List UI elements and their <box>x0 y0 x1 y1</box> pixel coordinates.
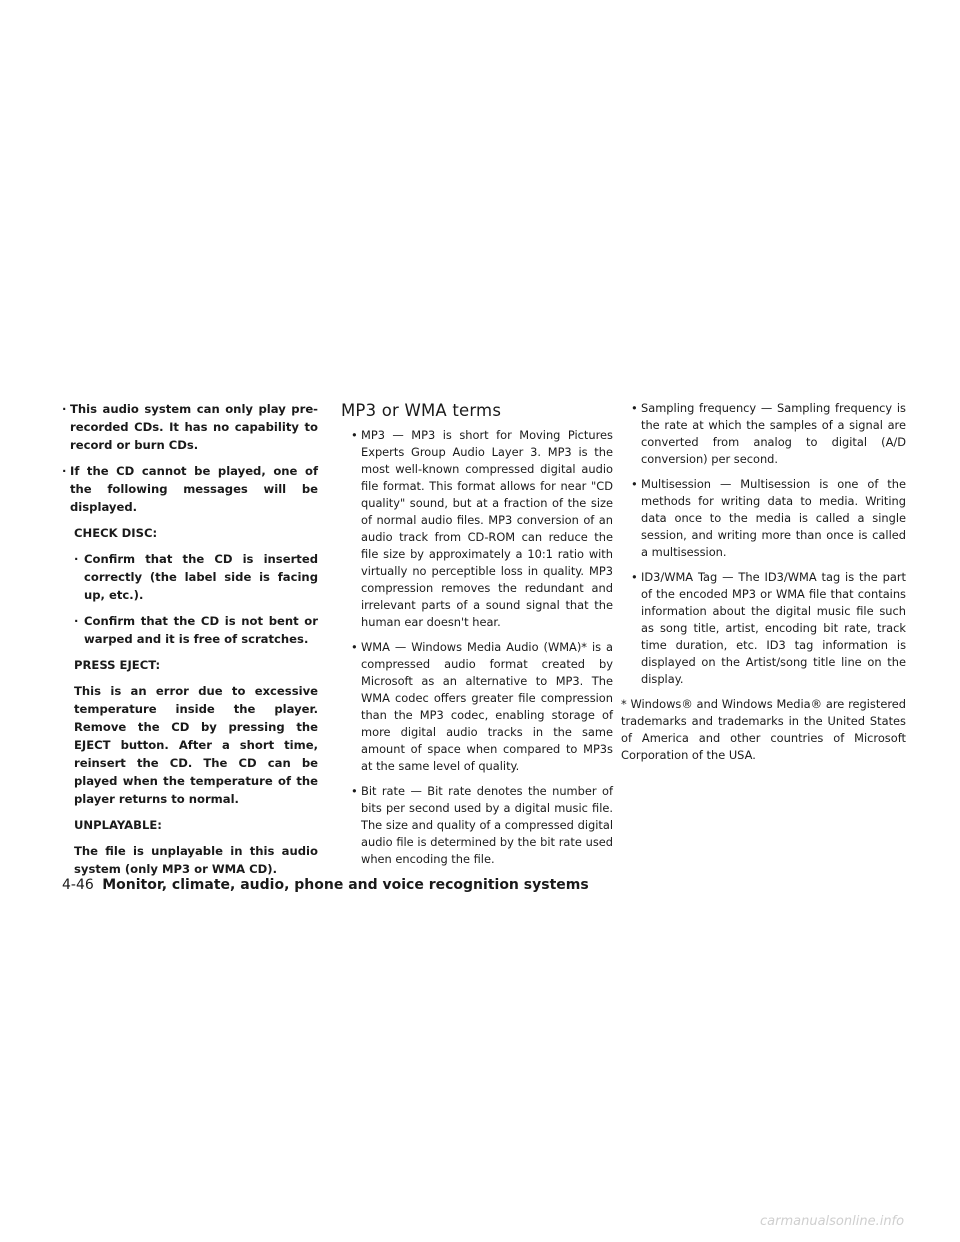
sub-bullet-item <box>74 550 318 604</box>
term-text: Sampling frequency — Sampling frequency is the rate at which the samples of a signal are converted from analog to digital (A/D conversion) per second. <box>641 401 906 466</box>
section-heading: MP3 or WMA terms <box>341 401 502 420</box>
watermark: carmanualsonline.info <box>760 1214 905 1229</box>
right-column <box>621 400 906 764</box>
bullet-icon: · <box>74 614 79 628</box>
middle-column <box>341 400 613 876</box>
bullet-icon: • <box>631 401 638 415</box>
term-item <box>631 476 906 561</box>
unplayable-title: UNPLAYABLE: <box>74 818 162 832</box>
trademark-footnote: * Windows® and Windows Media® are registered trademarks and trademarks in the United States of America and other countries of Microsoft Corporation of the USA. <box>621 697 906 762</box>
bullet-text: If the CD cannot be played, one of the following messages will be displayed. <box>70 464 318 514</box>
press-eject-body: This is an error due to excessive temperature inside the player. Remove the CD by pressing the EJECT button. After a short time, reinsert the CD. The CD can be played when the temperature of the player returns to normal. <box>74 684 318 806</box>
bullet-icon: • <box>631 477 638 491</box>
term-item <box>351 639 613 775</box>
term-text: MP3 — MP3 is short for Moving Pictures Experts Group Audio Layer 3. MP3 is the most well-known compressed digital audio file format. This format allows for near "CD quality" sound, but at a fraction of the size of normal audio files. MP3 conversion of an audio track from CD-ROM can reduce the file size by approximately a 10:1 ratio with virtually no perceptible loss in quality. MP3 compression removes the redundant and irrelevant parts of a sound signal that the human ear doesn't hear. <box>361 428 613 629</box>
bullet-icon: • <box>631 570 638 584</box>
term-text: Multisession — Multisession is one of the methods for writing data to media. Writing data once to the media is called a single session, and writing more than once is called a multisession. <box>641 477 906 559</box>
unplayable-body: The file is unplayable in this audio system (only MP3 or WMA CD). <box>74 844 318 876</box>
term-text: ID3/WMA Tag — The ID3/WMA tag is the part of the encoded MP3 or WMA file that contains information about the digital music file such as song title, artist, encoding bit rate, track time duration, etc. ID3 tag information is displayed on the Artist/song title line on the display. <box>641 570 906 686</box>
bullet-text: This audio system can only play pre-recorded CDs. It has no capability to record or burn CDs. <box>70 402 318 452</box>
term-item <box>631 569 906 688</box>
term-item <box>631 400 906 468</box>
sub-bullet-item <box>74 612 318 648</box>
term-item <box>351 783 613 868</box>
bullet-icon: · <box>62 464 67 478</box>
page-number: 4-46 <box>62 877 94 893</box>
section-title: Monitor, climate, audio, phone and voice recognition systems <box>102 877 589 893</box>
bullet-icon: • <box>351 784 358 798</box>
bullet-icon: • <box>351 428 358 442</box>
sub-bullet-text: Confirm that the CD is not bent or warped and it is free of scratches. <box>84 614 318 646</box>
left-column <box>62 400 318 886</box>
press-eject-title: PRESS EJECT: <box>74 658 161 672</box>
term-item <box>351 427 613 631</box>
bullet-icon: · <box>74 552 79 566</box>
term-text: WMA — Windows Media Audio (WMA)* is a compressed audio format created by Microsoft as an alternative to MP3. The WMA codec offers greater file compression than the MP3 codec, enabling storage of more digital audio tracks in the same amount of space when compared to MP3s at the same level of quality. <box>361 640 613 773</box>
check-disc-title: CHECK DISC: <box>74 526 158 540</box>
term-text: Bit rate — Bit rate denotes the number of bits per second used by a digital music file. The size and quality of a compressed digital audio file is determined by the bit rate used when encoding the file. <box>361 784 613 866</box>
bullet-item <box>62 462 318 516</box>
page-footer <box>62 876 589 894</box>
bullet-item <box>62 400 318 454</box>
bullet-icon: • <box>351 640 358 654</box>
bullet-icon: · <box>62 402 67 416</box>
sub-bullet-text: Confirm that the CD is inserted correctly (the label side is facing up, etc.). <box>84 552 318 602</box>
